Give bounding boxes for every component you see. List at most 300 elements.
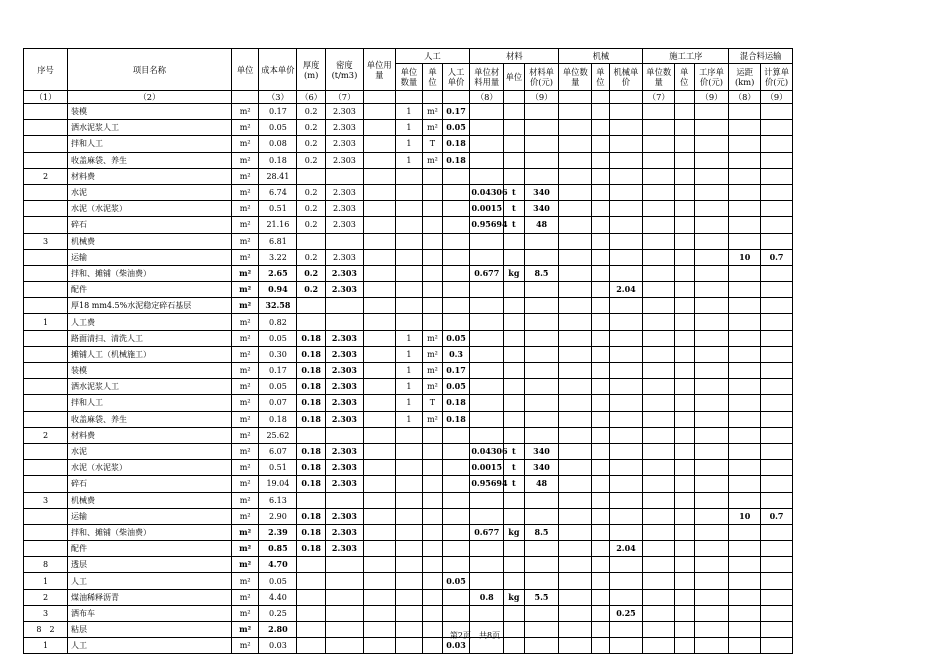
- table-cell: [761, 557, 793, 573]
- table-cell: 0.18: [259, 411, 297, 427]
- table-cell: [643, 508, 675, 524]
- table-cell: [729, 379, 761, 395]
- table-cell: [729, 363, 761, 379]
- table-cell: [24, 152, 68, 168]
- table-cell: [559, 460, 592, 476]
- table-cell: m²: [231, 249, 259, 265]
- table-cell: m²: [231, 638, 259, 654]
- table-cell: 0.0015: [470, 460, 504, 476]
- table-cell: [24, 104, 68, 120]
- table-cell: [297, 233, 326, 249]
- table-cell: 0.8: [470, 589, 504, 605]
- table-cell: [363, 282, 395, 298]
- table-cell: [470, 573, 504, 589]
- table-cell: 0.51: [259, 201, 297, 217]
- table-cell: [643, 605, 675, 621]
- item-name-cell: 路面清扫、清洗人工: [68, 330, 232, 346]
- table-cell: 0.3: [442, 346, 470, 362]
- item-name-cell: 摊铺人工（机械施工）: [68, 346, 232, 362]
- table-cell: [524, 427, 559, 443]
- table-body: [24, 104, 793, 654]
- table-cell: 2.303: [326, 330, 364, 346]
- column-code-cell: （1）: [24, 91, 68, 104]
- table-cell: [592, 282, 609, 298]
- column-code-cell: （7）: [326, 91, 364, 104]
- table-cell: 2.303: [326, 104, 364, 120]
- table-cell: [470, 152, 504, 168]
- table-cell: [363, 589, 395, 605]
- item-name-cell: 机械费: [68, 492, 232, 508]
- table-cell: [24, 379, 68, 395]
- table-cell: [592, 363, 609, 379]
- page-footer: 第2页 共8页: [449, 631, 501, 640]
- table-cell: [609, 217, 643, 233]
- table-cell: 2.303: [326, 152, 364, 168]
- table-cell: [326, 427, 364, 443]
- table-cell: t: [504, 217, 524, 233]
- table-cell: [442, 541, 470, 557]
- table-cell: [729, 605, 761, 621]
- subheader-cell: 人工单价: [442, 64, 470, 91]
- table-cell: 6.81: [259, 233, 297, 249]
- table-cell: [423, 201, 442, 217]
- table-row: [24, 104, 793, 120]
- table-cell: [592, 443, 609, 459]
- table-cell: 2.303: [326, 411, 364, 427]
- table-cell: [592, 201, 609, 217]
- table-cell: [326, 168, 364, 184]
- table-row: [24, 346, 793, 362]
- table-cell: [363, 233, 395, 249]
- table-cell: [675, 411, 694, 427]
- table-cell: [395, 508, 423, 524]
- table-cell: 2.303: [326, 541, 364, 557]
- item-name-cell: 拌和人工: [68, 395, 232, 411]
- table-cell: 1: [395, 363, 423, 379]
- table-cell: [609, 379, 643, 395]
- item-name-cell: 水泥（水泥浆）: [68, 460, 232, 476]
- item-name-cell: 装模: [68, 363, 232, 379]
- table-cell: 1: [395, 379, 423, 395]
- table-cell: [395, 557, 423, 573]
- table-cell: [297, 427, 326, 443]
- table-cell: [694, 573, 729, 589]
- table-cell: [675, 314, 694, 330]
- table-cell: [643, 201, 675, 217]
- table-cell: 3: [24, 605, 68, 621]
- table-cell: 0.2: [297, 152, 326, 168]
- table-cell: [729, 557, 761, 573]
- table-cell: [470, 104, 504, 120]
- item-name-cell: 碎石: [68, 476, 232, 492]
- table-cell: [675, 476, 694, 492]
- table-cell: [559, 379, 592, 395]
- table-cell: m²: [231, 217, 259, 233]
- column-code-cell: [231, 91, 259, 104]
- table-cell: [395, 443, 423, 459]
- table-cell: 1: [24, 638, 68, 654]
- table-cell: [559, 249, 592, 265]
- table-cell: [524, 120, 559, 136]
- table-cell: 1: [395, 346, 423, 362]
- table-cell: [761, 136, 793, 152]
- table-cell: [423, 524, 442, 540]
- table-cell: [694, 120, 729, 136]
- table-cell: [297, 492, 326, 508]
- table-cell: 2.303: [326, 184, 364, 200]
- table-cell: [694, 249, 729, 265]
- table-cell: [643, 136, 675, 152]
- table-cell: [729, 411, 761, 427]
- table-cell: [761, 184, 793, 200]
- table-cell: [729, 201, 761, 217]
- table-cell: [675, 443, 694, 459]
- table-cell: [470, 411, 504, 427]
- table-cell: [675, 589, 694, 605]
- table-cell: [423, 557, 442, 573]
- table-cell: [675, 346, 694, 362]
- table-cell: [504, 379, 524, 395]
- table-cell: [297, 298, 326, 314]
- table-cell: 0.18: [297, 330, 326, 346]
- item-name-cell: 材料费: [68, 427, 232, 443]
- table-cell: 2.39: [259, 524, 297, 540]
- table-cell: m²: [231, 346, 259, 362]
- table-cell: [363, 524, 395, 540]
- table-row: [24, 363, 793, 379]
- table-row: [24, 282, 793, 298]
- table-cell: [395, 427, 423, 443]
- table-cell: [395, 492, 423, 508]
- table-cell: [470, 605, 504, 621]
- col-seq: 序号: [24, 49, 68, 91]
- table-cell: [559, 476, 592, 492]
- subheader-cell: 单位: [423, 64, 442, 91]
- table-cell: [504, 557, 524, 573]
- column-code-cell: （2）: [68, 91, 232, 104]
- column-code-cell: （6）: [297, 91, 326, 104]
- table-cell: [363, 573, 395, 589]
- table-cell: [609, 233, 643, 249]
- table-cell: [442, 460, 470, 476]
- table-cell: [643, 314, 675, 330]
- table-cell: [470, 282, 504, 298]
- table-cell: [326, 605, 364, 621]
- table-cell: [643, 492, 675, 508]
- table-cell: 0.18: [297, 379, 326, 395]
- table-cell: [609, 524, 643, 540]
- table-cell: [24, 201, 68, 217]
- table-cell: [694, 427, 729, 443]
- table-cell: [643, 427, 675, 443]
- table-cell: [559, 395, 592, 411]
- table-cell: [559, 346, 592, 362]
- table-cell: [675, 168, 694, 184]
- subheader-cell: 运距(km): [729, 64, 761, 91]
- table-cell: [761, 379, 793, 395]
- table-cell: 1: [395, 395, 423, 411]
- table-cell: [761, 363, 793, 379]
- table-cell: 0.04306: [470, 184, 504, 200]
- table-cell: kg: [504, 524, 524, 540]
- table-cell: 48: [524, 217, 559, 233]
- table-cell: [729, 330, 761, 346]
- table-cell: [643, 589, 675, 605]
- group-transport: 混合料运输: [729, 49, 793, 64]
- item-name-cell: 透层: [68, 557, 232, 573]
- table-cell: 0.677: [470, 265, 504, 281]
- table-cell: 3: [24, 233, 68, 249]
- table-cell: m²: [423, 152, 442, 168]
- table-cell: [442, 217, 470, 233]
- table-row: [24, 265, 793, 281]
- table-cell: [729, 152, 761, 168]
- table-cell: [559, 443, 592, 459]
- table-cell: T: [423, 395, 442, 411]
- table-cell: [643, 411, 675, 427]
- table-cell: [504, 492, 524, 508]
- table-cell: 0.2: [297, 282, 326, 298]
- table-cell: [643, 573, 675, 589]
- table-cell: [470, 168, 504, 184]
- table-cell: [297, 557, 326, 573]
- table-cell: [592, 573, 609, 589]
- column-code-cell: [504, 91, 524, 104]
- table-cell: [24, 298, 68, 314]
- table-cell: [761, 541, 793, 557]
- table-cell: [524, 541, 559, 557]
- table-cell: [24, 282, 68, 298]
- table-cell: [559, 541, 592, 557]
- table-cell: [761, 395, 793, 411]
- table-cell: [729, 314, 761, 330]
- table-cell: [729, 233, 761, 249]
- table-cell: [395, 476, 423, 492]
- table-cell: [592, 476, 609, 492]
- table-cell: [363, 314, 395, 330]
- table-cell: 0.85: [259, 541, 297, 557]
- table-cell: [24, 120, 68, 136]
- table-cell: [363, 346, 395, 362]
- table-cell: [694, 363, 729, 379]
- table-cell: [470, 233, 504, 249]
- table-cell: [395, 541, 423, 557]
- table-cell: 0.95694: [470, 217, 504, 233]
- table-cell: [694, 411, 729, 427]
- item-name-cell: 材料费: [68, 168, 232, 184]
- table-cell: [524, 249, 559, 265]
- table-cell: [504, 573, 524, 589]
- table-cell: [694, 460, 729, 476]
- table-cell: [297, 314, 326, 330]
- table-cell: [423, 541, 442, 557]
- table-cell: 5.5: [524, 589, 559, 605]
- table-cell: [363, 605, 395, 621]
- table-cell: [761, 524, 793, 540]
- table-cell: [609, 201, 643, 217]
- table-cell: [761, 104, 793, 120]
- table-cell: [643, 395, 675, 411]
- table-cell: 6.07: [259, 443, 297, 459]
- table-cell: 0.25: [609, 605, 643, 621]
- table-cell: [592, 233, 609, 249]
- table-cell: [326, 298, 364, 314]
- table-cell: 4.70: [259, 557, 297, 573]
- subheader-cell: 单位材料用量: [470, 64, 504, 91]
- table-cell: [592, 508, 609, 524]
- item-name-cell: 水泥（水泥浆）: [68, 201, 232, 217]
- table-cell: [559, 330, 592, 346]
- table-cell: [297, 168, 326, 184]
- table-cell: 2.80: [259, 622, 297, 638]
- table-cell: [675, 298, 694, 314]
- table-cell: [24, 411, 68, 427]
- table-cell: [729, 573, 761, 589]
- table-cell: [504, 314, 524, 330]
- table-cell: [442, 282, 470, 298]
- table-cell: [694, 233, 729, 249]
- table-cell: 4.40: [259, 589, 297, 605]
- table-cell: [694, 168, 729, 184]
- table-cell: [609, 168, 643, 184]
- table-cell: [694, 443, 729, 459]
- item-name-cell: 拌和、摊铺（柴油费）: [68, 524, 232, 540]
- table-cell: [694, 476, 729, 492]
- column-code-cell: （7）: [643, 91, 675, 104]
- table-cell: [592, 346, 609, 362]
- table-cell: 2.303: [326, 136, 364, 152]
- table-cell: [592, 136, 609, 152]
- table-cell: [643, 363, 675, 379]
- table-cell: [363, 298, 395, 314]
- table-cell: [675, 379, 694, 395]
- table-cell: [363, 120, 395, 136]
- table-row: [24, 249, 793, 265]
- table-cell: [559, 152, 592, 168]
- table-cell: m²: [231, 233, 259, 249]
- table-cell: [694, 508, 729, 524]
- table-cell: t: [504, 476, 524, 492]
- table-cell: [470, 395, 504, 411]
- table-cell: [395, 298, 423, 314]
- column-code-cell: [442, 91, 470, 104]
- table-cell: 2.04: [609, 282, 643, 298]
- table-cell: [504, 298, 524, 314]
- table-cell: 2.303: [326, 508, 364, 524]
- table-cell: 2.90: [259, 508, 297, 524]
- table-cell: [504, 104, 524, 120]
- table-cell: [729, 476, 761, 492]
- table-cell: [504, 282, 524, 298]
- table-cell: [643, 282, 675, 298]
- column-code-cell: （9）: [761, 91, 793, 104]
- table-cell: [442, 298, 470, 314]
- table-cell: [423, 265, 442, 281]
- table-cell: T: [423, 136, 442, 152]
- table-cell: 6.74: [259, 184, 297, 200]
- table-cell: 2.303: [326, 249, 364, 265]
- column-code-cell: （8）: [729, 91, 761, 104]
- table-cell: [729, 282, 761, 298]
- table-cell: [675, 217, 694, 233]
- table-row: [24, 152, 793, 168]
- table-cell: m²: [231, 379, 259, 395]
- item-name-cell: 运输: [68, 508, 232, 524]
- table-row: [24, 120, 793, 136]
- table-cell: [363, 104, 395, 120]
- table-cell: 0.18: [297, 541, 326, 557]
- table-cell: 0.03: [442, 638, 470, 654]
- table-cell: [675, 330, 694, 346]
- table-cell: [423, 217, 442, 233]
- table-cell: [675, 152, 694, 168]
- table-cell: [24, 395, 68, 411]
- table-cell: [24, 363, 68, 379]
- table-cell: [694, 330, 729, 346]
- table-cell: [504, 120, 524, 136]
- table-cell: [395, 184, 423, 200]
- table-cell: [729, 427, 761, 443]
- subheader-cell: 工序单价(元): [694, 64, 729, 91]
- table-cell: [675, 524, 694, 540]
- table-cell: 0.18: [442, 411, 470, 427]
- table-cell: 0.17: [259, 104, 297, 120]
- table-cell: [729, 136, 761, 152]
- table-cell: [592, 249, 609, 265]
- table-row: [24, 508, 793, 524]
- table-row: [24, 589, 793, 605]
- table-cell: [326, 557, 364, 573]
- column-code-cell: [363, 91, 395, 104]
- table-cell: [694, 557, 729, 573]
- table-cell: [395, 168, 423, 184]
- table-cell: [326, 589, 364, 605]
- table-cell: [423, 492, 442, 508]
- table-cell: 0.18: [297, 363, 326, 379]
- table-cell: 25.62: [259, 427, 297, 443]
- table-cell: 1: [395, 136, 423, 152]
- table-cell: [592, 168, 609, 184]
- table-cell: [729, 443, 761, 459]
- table-row: [24, 573, 793, 589]
- subheader-cell: 材料单价(元): [524, 64, 559, 91]
- table-cell: [363, 460, 395, 476]
- table-cell: [559, 427, 592, 443]
- table-row: [24, 460, 793, 476]
- table-cell: [675, 492, 694, 508]
- table-cell: [609, 427, 643, 443]
- table-cell: [470, 314, 504, 330]
- table-cell: [470, 120, 504, 136]
- table-cell: [592, 460, 609, 476]
- table-cell: [592, 605, 609, 621]
- table-cell: [729, 217, 761, 233]
- table-cell: 3.22: [259, 249, 297, 265]
- table-cell: [694, 136, 729, 152]
- table-cell: 0.18: [442, 136, 470, 152]
- table-cell: 2.303: [326, 363, 364, 379]
- table-cell: [675, 573, 694, 589]
- table-cell: t: [504, 443, 524, 459]
- table-cell: [761, 298, 793, 314]
- table-cell: t: [504, 201, 524, 217]
- table-cell: 8 2: [24, 622, 68, 638]
- table-cell: [559, 136, 592, 152]
- table-cell: 1: [24, 573, 68, 589]
- table-cell: [675, 265, 694, 281]
- table-cell: 0.18: [297, 395, 326, 411]
- table-cell: [729, 395, 761, 411]
